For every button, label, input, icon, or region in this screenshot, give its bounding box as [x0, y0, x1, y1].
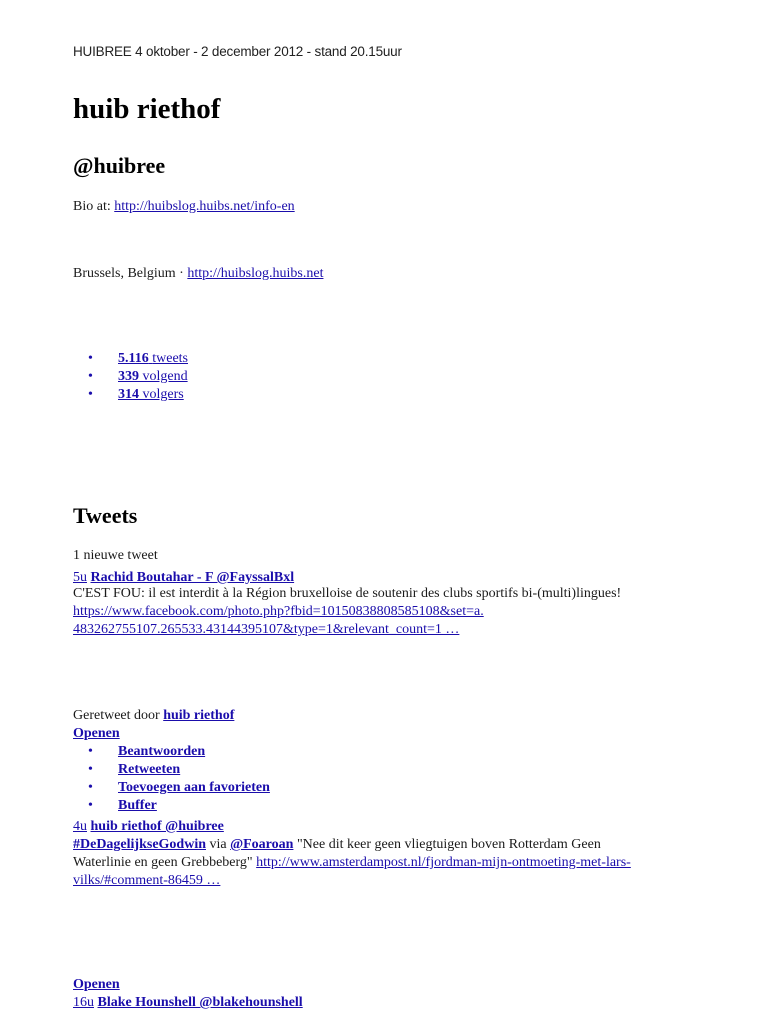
quote-text: Waterlinie en geen Grebbeberg" [73, 855, 253, 870]
retweet-prefix: Geretweet door [73, 708, 160, 723]
bullet-icon: • [88, 798, 93, 813]
open-tweet-link[interactable]: Openen [73, 726, 120, 741]
bullet-icon: • [88, 744, 93, 759]
bio-prefix: Bio at: [73, 199, 111, 214]
bullet-icon: • [88, 351, 93, 366]
bio-line [73, 198, 295, 216]
tweet-time[interactable]: 16u [73, 995, 94, 1010]
location-line [73, 265, 323, 283]
tweet-text-line1 [73, 836, 601, 854]
tweet-link-line2[interactable]: vilks/#comment-86459 … [73, 873, 221, 888]
retweeter-link[interactable]: huib riethof [163, 708, 235, 723]
quote-text: "Nee dit keer geen vliegtuigen boven Rotterdam Geen [296, 837, 601, 852]
bio-link[interactable]: http://huibslog.huibs.net/info-en [114, 199, 295, 214]
website-link[interactable]: http://huibslog.huibs.net [187, 266, 324, 281]
tweet-author[interactable]: Blake Hounshell @blakehounshell [97, 995, 303, 1010]
hashtag-link[interactable]: #DeDagelijkseGodwin [73, 837, 206, 852]
tweet-time[interactable]: 5u [73, 570, 87, 585]
profile-handle: @huibree [73, 153, 166, 178]
favorite-link[interactable]: Toevoegen aan favorieten [118, 780, 270, 795]
mention-link[interactable]: @Foaroan [230, 837, 294, 852]
tweet-header [73, 818, 224, 836]
tweet-time[interactable]: 4u [73, 819, 87, 834]
via-text: via [209, 837, 227, 852]
bullet-icon: • [88, 762, 93, 777]
bullet-icon: • [88, 780, 93, 795]
bullet-icon: • [88, 387, 93, 402]
retweet-line [73, 707, 234, 725]
tweet-text-line2 [73, 854, 631, 872]
retweet-link[interactable]: Retweeten [118, 762, 181, 777]
stat-tweets-link[interactable]: 5.116 tweets [118, 351, 188, 366]
tweets-heading: Tweets [73, 503, 138, 528]
profile-name: huib riethof [73, 93, 221, 125]
tweet-header [73, 994, 303, 1012]
tweet-author[interactable]: Rachid Boutahar - F @FayssalBxl [90, 570, 295, 585]
document-header: HUIBREE 4 oktober - 2 december 2012 - stand 20.15uur [73, 44, 402, 59]
location-text: Brussels, Belgium · [73, 266, 184, 281]
bullet-icon: • [88, 369, 93, 384]
reply-link[interactable]: Beantwoorden [118, 744, 206, 759]
tweet-text: C'EST FOU: il est interdit à la Région bruxelloise de soutenir des clubs sportifs bi-(multi)lingues! [73, 586, 622, 601]
tweet-link-line1[interactable]: https://www.facebook.com/photo.php?fbid=10150838808585108&set=a. [73, 604, 484, 619]
new-tweets-notice[interactable]: 1 nieuwe tweet [73, 548, 158, 563]
buffer-link[interactable]: Buffer [118, 798, 157, 813]
tweet-author[interactable]: huib riethof @huibree [90, 819, 224, 834]
stat-followers-link[interactable]: 314 volgers [118, 387, 184, 402]
open-tweet-link[interactable]: Openen [73, 977, 120, 992]
stat-following-link[interactable]: 339 volgend [118, 369, 188, 384]
tweet-link-line2[interactable]: 483262755107.265533.43144395107&type=1&relevant_count=1 … [73, 622, 460, 637]
tweet-link[interactable]: http://www.amsterdampost.nl/fjordman-mijn-ontmoeting-met-lars- [256, 855, 631, 870]
